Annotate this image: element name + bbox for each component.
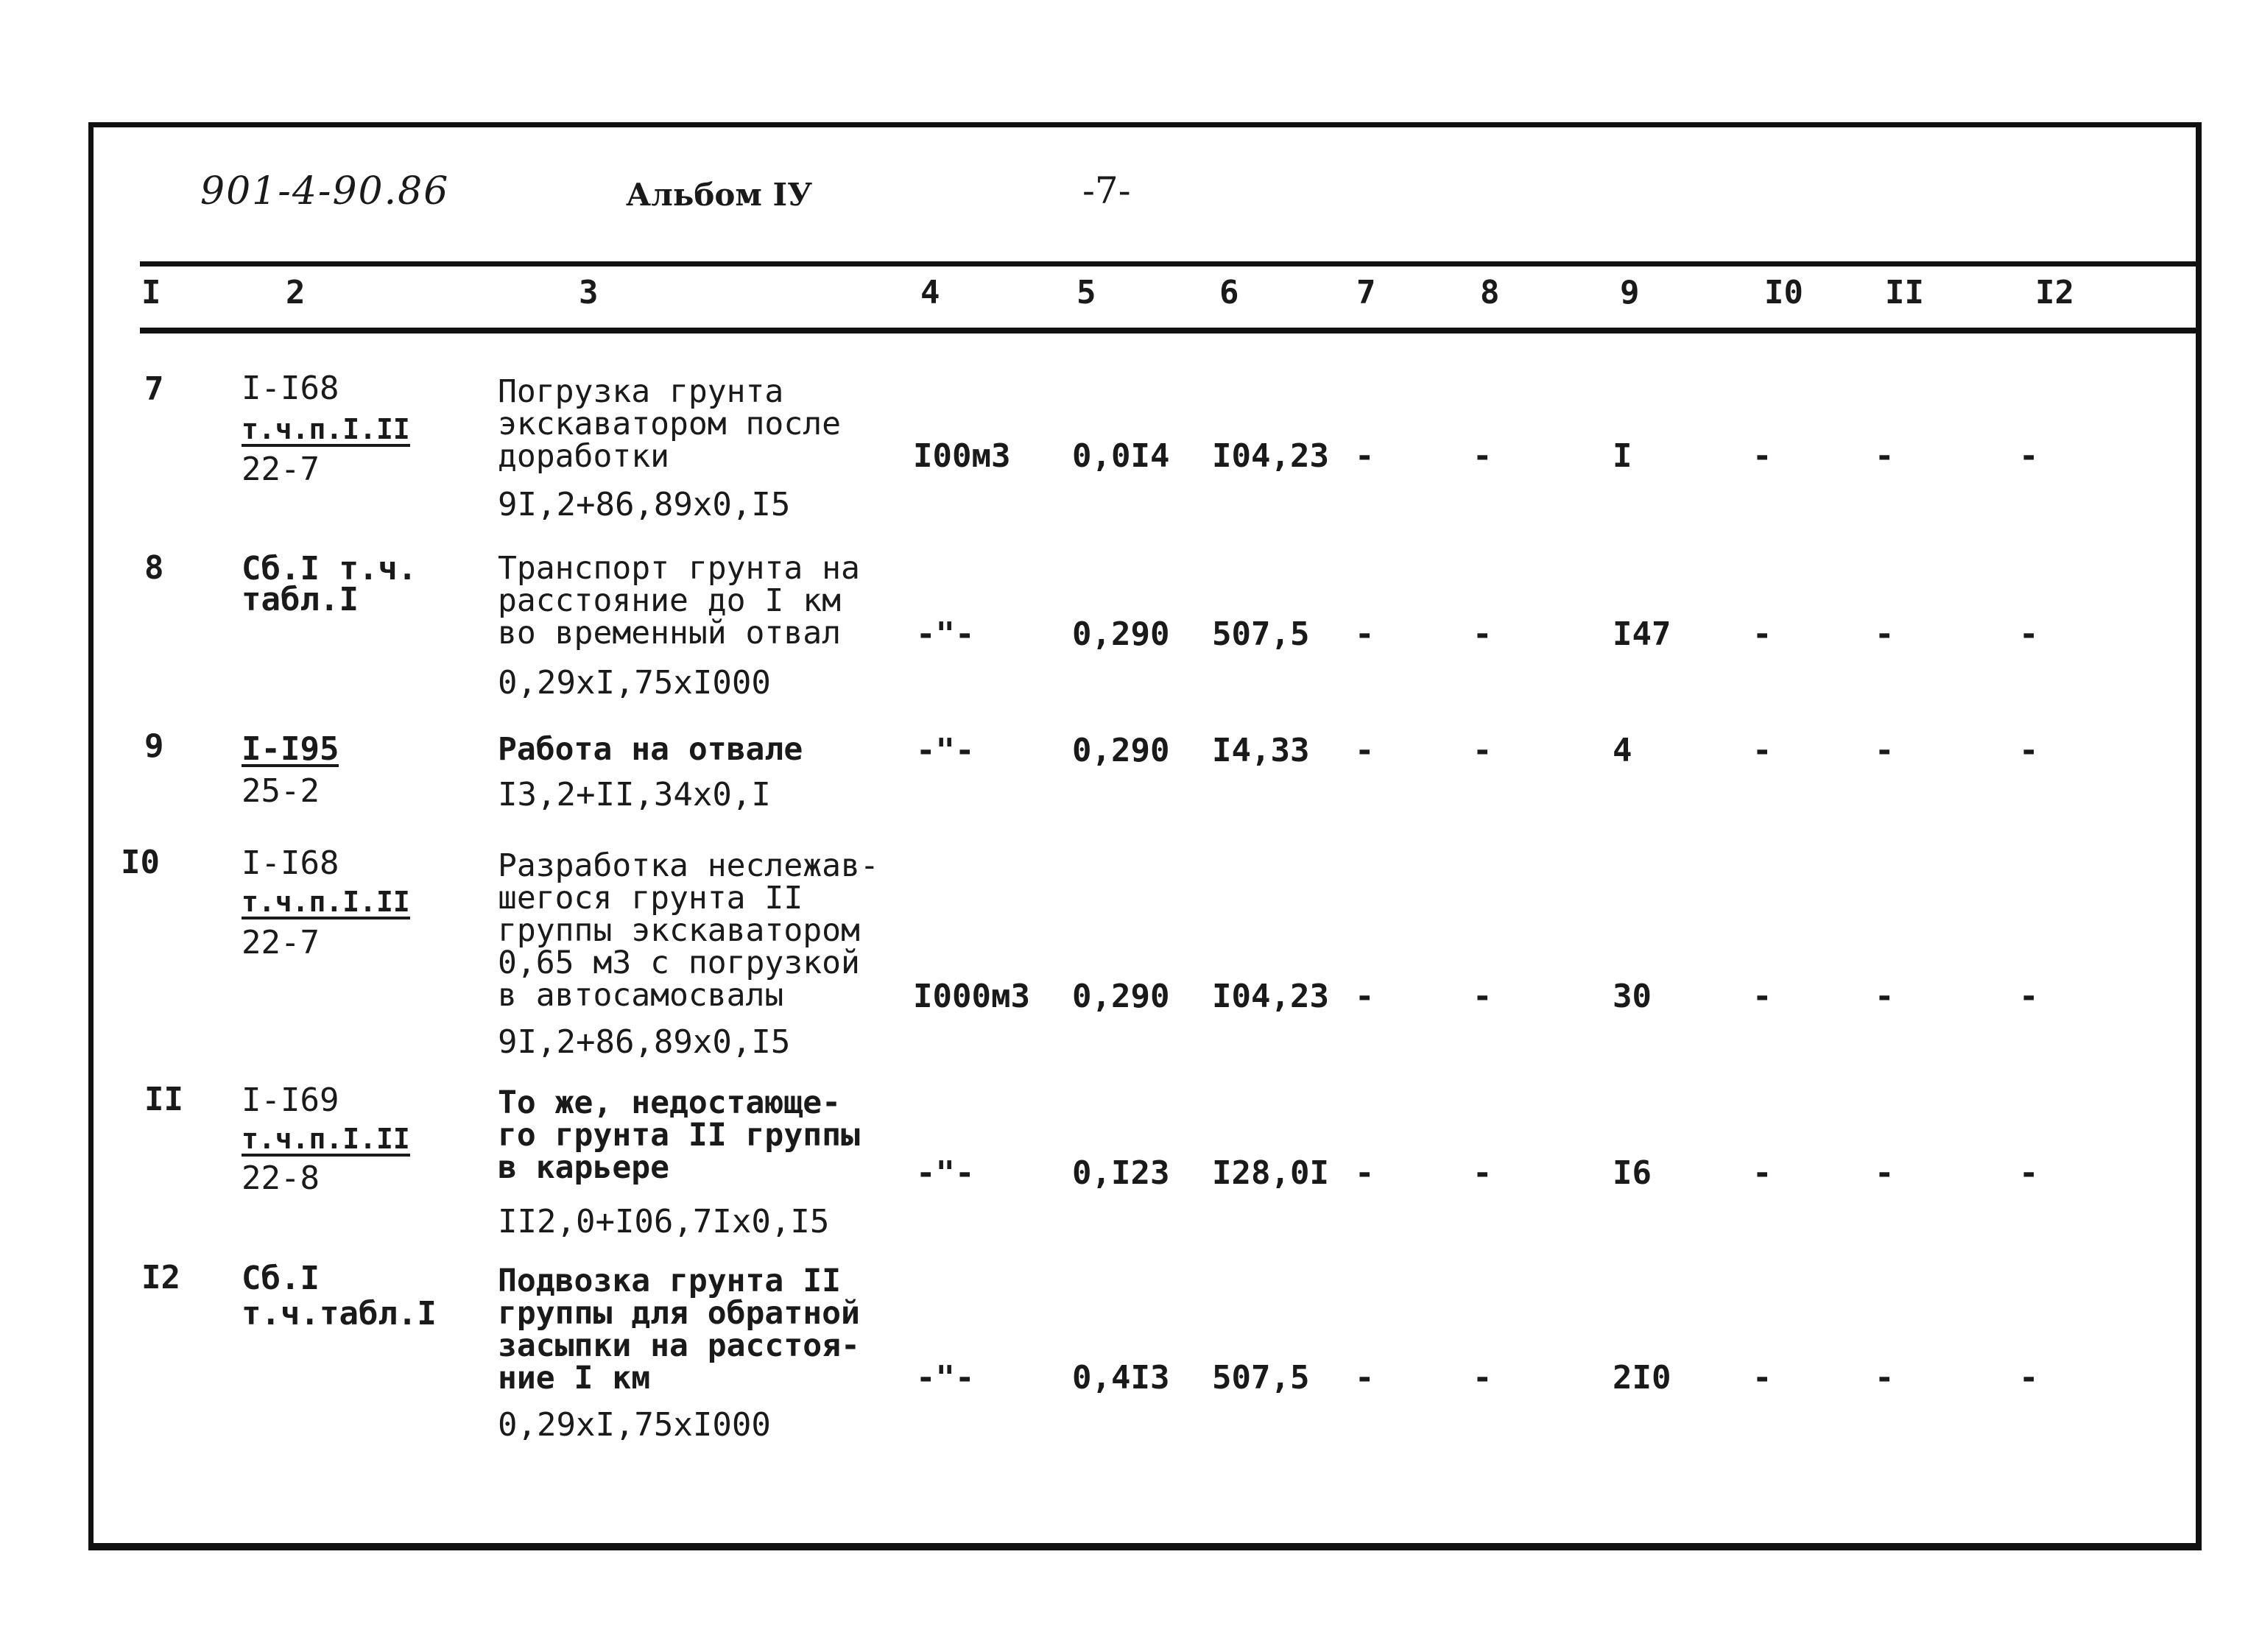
norm-reference: Сб.I т.ч. bbox=[242, 550, 417, 587]
calculation: I3,2+II,34x0,I bbox=[498, 776, 771, 813]
col12-value: - bbox=[2019, 615, 2039, 653]
row-number: II bbox=[144, 1081, 183, 1118]
quantity: 0,4I3 bbox=[1072, 1359, 1170, 1397]
col9-value: I6 bbox=[1613, 1154, 1652, 1192]
col12-value: - bbox=[2019, 732, 2039, 769]
col7-value: - bbox=[1355, 1154, 1375, 1192]
column-header: 6 bbox=[1219, 274, 1239, 311]
column-header: I bbox=[141, 274, 161, 311]
work-description: Работа на отвале bbox=[498, 731, 803, 768]
unit: -"- bbox=[916, 1359, 975, 1397]
column-header: 9 bbox=[1620, 274, 1640, 311]
column-header: 4 bbox=[920, 274, 940, 311]
col10-value: - bbox=[1752, 1359, 1772, 1397]
col8-value: - bbox=[1473, 437, 1493, 475]
work-description: Погрузка грунта экскаватором после доработки bbox=[498, 373, 841, 475]
norm-reference-code: 25-2 bbox=[242, 772, 320, 810]
col12-value: - bbox=[2019, 978, 2039, 1015]
col7-value: - bbox=[1355, 615, 1375, 653]
col10-value: - bbox=[1752, 1154, 1772, 1192]
col11-value: - bbox=[1875, 1154, 1895, 1192]
col9-value: 30 bbox=[1613, 978, 1652, 1015]
col12-value: - bbox=[2019, 437, 2039, 475]
unit: -"- bbox=[916, 1154, 975, 1192]
row-number: 8 bbox=[144, 549, 164, 587]
norm-reference-sub: т.ч.п.I.II bbox=[242, 1123, 410, 1155]
unit: -"- bbox=[916, 732, 975, 769]
col8-value: - bbox=[1473, 1154, 1493, 1192]
unit-price: 507,5 bbox=[1212, 1359, 1310, 1397]
col7-value: - bbox=[1355, 978, 1375, 1015]
calculation: 0,29xI,75xI000 bbox=[498, 664, 771, 702]
unit: I00м3 bbox=[913, 437, 1011, 475]
unit-price: I28,0I bbox=[1212, 1154, 1329, 1192]
quantity: 0,I23 bbox=[1072, 1154, 1170, 1192]
norm-reference-code: 22-8 bbox=[242, 1159, 320, 1197]
page-frame bbox=[88, 122, 2202, 1550]
col7-value: - bbox=[1355, 437, 1375, 475]
column-header: 2 bbox=[286, 274, 306, 311]
col10-value: - bbox=[1752, 732, 1772, 769]
document-code: 901-4-90.86 bbox=[200, 169, 450, 213]
norm-reference-code: 22-7 bbox=[242, 924, 320, 961]
quantity: 0,290 bbox=[1072, 615, 1170, 653]
unit-price: 507,5 bbox=[1212, 615, 1310, 653]
unit: I000м3 bbox=[913, 978, 1030, 1015]
col12-value: - bbox=[2019, 1154, 2039, 1192]
col11-value: - bbox=[1875, 978, 1895, 1015]
column-header: 3 bbox=[579, 274, 599, 311]
work-description: Подвозка грунта II группы для обратной засыпки на расстоя- ние I км bbox=[498, 1263, 860, 1397]
col7-value: - bbox=[1355, 732, 1375, 769]
quantity: 0,290 bbox=[1072, 978, 1170, 1015]
column-header: I2 bbox=[2035, 274, 2074, 311]
album-label: Альбом IУ bbox=[626, 177, 813, 213]
row-number: I0 bbox=[121, 844, 160, 881]
col12-value: - bbox=[2019, 1359, 2039, 1397]
col8-value: - bbox=[1473, 1359, 1493, 1397]
calculation: II2,0+I06,7Ix0,I5 bbox=[498, 1203, 830, 1240]
quantity: 0,290 bbox=[1072, 732, 1170, 769]
col8-value: - bbox=[1473, 978, 1493, 1015]
row-number: 7 bbox=[144, 370, 164, 408]
col11-value: - bbox=[1875, 615, 1895, 653]
work-description: Транспорт грунта на расстояние до I км во временный отвал bbox=[498, 550, 860, 652]
column-header: 8 bbox=[1480, 274, 1500, 311]
work-description: То же, недостающе- го грунта II группы в карьере bbox=[498, 1084, 860, 1186]
norm-reference-code: табл.I bbox=[242, 581, 359, 618]
col11-value: - bbox=[1875, 732, 1895, 769]
col8-value: - bbox=[1473, 615, 1493, 653]
page-number: -7- bbox=[1082, 169, 1131, 212]
calculation: 9I,2+86,89x0,I5 bbox=[498, 486, 791, 523]
norm-reference: I-I68 bbox=[242, 370, 339, 407]
col11-value: - bbox=[1875, 437, 1895, 475]
col9-value: 2I0 bbox=[1613, 1359, 1671, 1397]
col9-value: 4 bbox=[1613, 732, 1632, 769]
col10-value: - bbox=[1752, 437, 1772, 475]
col10-value: - bbox=[1752, 615, 1772, 653]
calculation: 9I,2+86,89x0,I5 bbox=[498, 1023, 791, 1061]
norm-reference-code: 22-7 bbox=[242, 451, 320, 488]
table-header-top-rule bbox=[140, 261, 2202, 266]
col8-value: - bbox=[1473, 732, 1493, 769]
col11-value: - bbox=[1875, 1359, 1895, 1397]
norm-reference-sub: т.ч.п.I.II bbox=[242, 886, 410, 918]
norm-reference-code: т.ч.табл.I bbox=[242, 1295, 437, 1332]
work-description: Разработка неслежав- шегося грунта II группы экскаватором 0,65 м3 с погрузкой в автосамосвалы bbox=[498, 847, 879, 1014]
norm-reference: I-I68 bbox=[242, 844, 339, 882]
unit-price: I04,23 bbox=[1212, 437, 1329, 475]
calculation: 0,29xI,75xI000 bbox=[498, 1406, 771, 1444]
table-header-bottom-rule bbox=[140, 328, 2202, 333]
unit-price: I4,33 bbox=[1212, 732, 1310, 769]
unit: -"- bbox=[916, 615, 975, 653]
column-header: II bbox=[1885, 274, 1924, 311]
norm-reference: Сб.I bbox=[242, 1260, 320, 1297]
col7-value: - bbox=[1355, 1359, 1375, 1397]
norm-reference-sub: т.ч.п.I.II bbox=[242, 413, 410, 445]
col9-value: I bbox=[1613, 437, 1632, 475]
unit-price: I04,23 bbox=[1212, 978, 1329, 1015]
col9-value: I47 bbox=[1613, 615, 1671, 653]
row-number: I2 bbox=[141, 1259, 180, 1296]
column-header: 5 bbox=[1077, 274, 1096, 311]
row-number: 9 bbox=[144, 727, 164, 765]
column-header: 7 bbox=[1356, 274, 1376, 311]
norm-reference: I-I95 bbox=[242, 730, 339, 768]
quantity: 0,0I4 bbox=[1072, 437, 1170, 475]
col10-value: - bbox=[1752, 978, 1772, 1015]
norm-reference: I-I69 bbox=[242, 1081, 339, 1119]
column-header: I0 bbox=[1764, 274, 1803, 311]
